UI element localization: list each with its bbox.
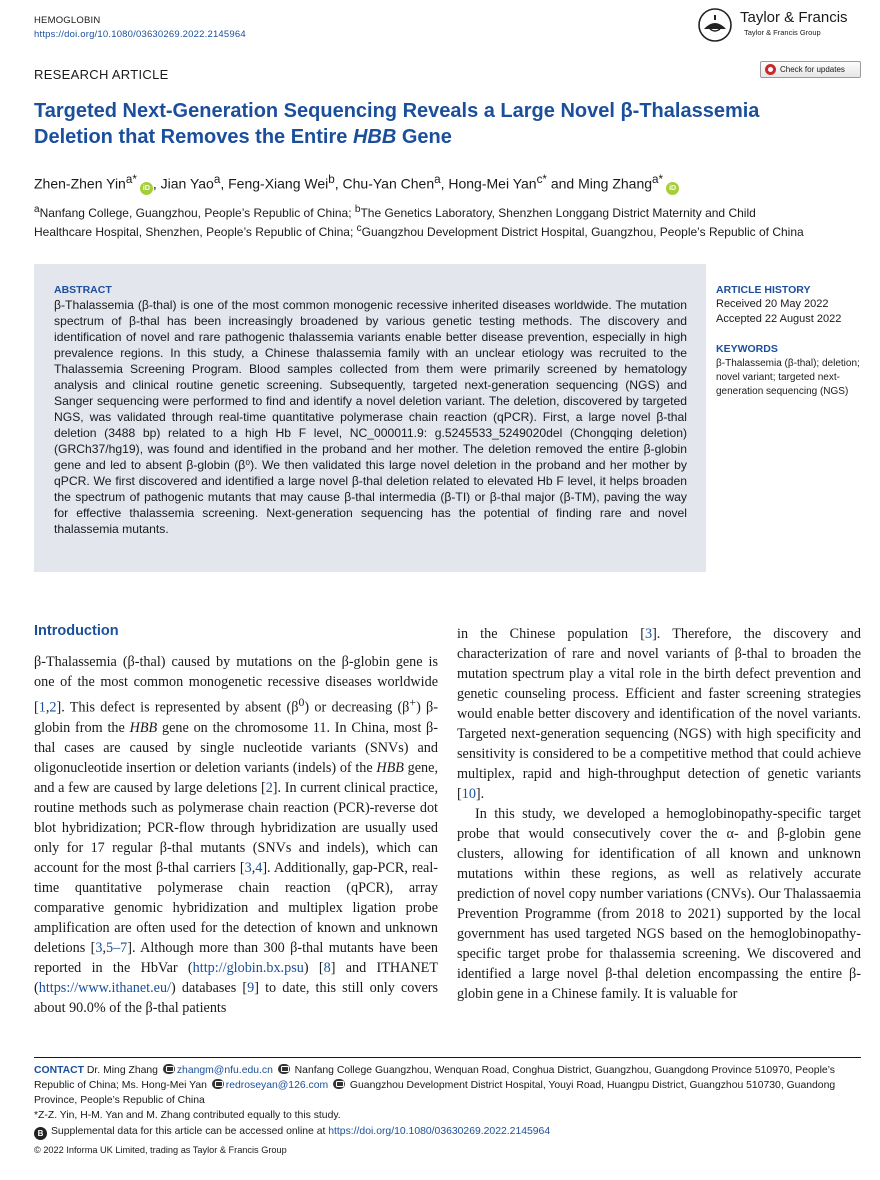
equal-contribution-note: *Z-Z. Yin, H-M. Yan and M. Zhang contributed equally to this study. [34,1110,341,1121]
intro-paragraph: In this study, we developed a hemoglobinopathy-specific target probe that would consecutively cover the α- and β-globin gene clusters, allowing for identification of all known and unknown mutations within these regions, as well as relatively accurate prediction of novel copy number variations (CNVs). Our Thalassaemia Prevention Programme (from 2018 to 2021) supported by the local government has used targeted NGS based on the hemoglobinopathy-specific target probe for thalassemia screening. We discovered and identified a large novel β-thal deletion encompassing the entire β-globin gene in a Chinese family. It is valuable for [457,806,861,1002]
contact-info: CONTACT Dr. Ming Zhang zhangm@nfu.edu.cn Nanfang College Guangzhou, Wenquan Road, Conghua District, Guangzhou, Guangdong Province 510970, People’s Republic of China; Ms. Hong-Mei Yan redroseyan@126.com Guangzhou Development District Hospital, Youyi Road, Huangpu District, Guangzhou 510730, Guandong Province, People’s Republic of China *Z-Z. Yin, H-M. Yan and M. Zhang contributed equally to this study. [34,1063,861,1123]
section-heading-introduction: Introduction [34,623,119,639]
orcid-icon[interactable]: iD [666,182,679,195]
reference-link[interactable]: 1 [38,699,46,716]
crossmark-icon [765,64,776,75]
accepted-date: Accepted 22 August 2022 [716,313,842,325]
intro-paragraph: in the Chinese population [3]. Therefore, the discovery and characterization of rare and novel variants of β-thal to broaden the mutation spectrum play a vital role in the birth defect prevention and genetic counseling process. Efficient and faster screening strategies would enable better discovery and identification of the novel variants. Targeted next-generation sequencing (NGS) with high specificity and sensitivity is considered to be a competitive method that could achieve multiplex, rapid and high-throughput detection of genetic variants [10]. [457,626,861,802]
footer-rule [34,1057,861,1058]
reference-link[interactable]: 3 [95,939,103,956]
abstract-text: β-Thalassemia (β-thal) is one of the most common monogenic recessive inherited diseases worldwide. The mutation spectrum of β-thal has been increasingly broadened by various genetic testing methods. The discovery and identification of novel and rare pathogenic thalassemia variants enable better disease prevention, especially in high prevalence regions. In this study, a Chinese thalassemia family with an unclear etiology was recruited to the Thalassemia Screening Program. Blood samples collected from them were primarily screened by hematology analysis and clinical routine genetic screening. Subsequently, targeted next-generation sequencing (NGS) and Sanger sequencing were performed to find and identify a novel deletion variant. The deletion, discovered by targeted NGS, was validated through real-time quantitative polymerase chain reaction (qPCR). First, a large novel β-thal deletion (3488 bp) related to a high Hb F level, NC_000011.9: g.5245533_5249020del (Chongqing deletion) (GRCh37/hg19), was found and identified in the proband and her mother. The deletion removed the entire β-globin gene and led to absent β-globin (β⁰). We then validated this large novel deletion in the proband and her mother by qPCR. We first discovered and identified a large novel β-thal deletion related to elevated Hb F level, it helps broaden the spectrum of pathogenic mutants that may cause β-thal intermedia (β-TI) or β-thal major (β-TM), paving the way for effective thalassemia screening. Next-generation sequencing has the potential of finding rare and novel thalassemia mutants. [54,298,687,536]
journal-header [34,14,246,42]
publisher-group: Taylor & Francis Group [744,28,821,37]
check-for-updates-label: Check for updates [780,65,845,74]
supplemental-link[interactable]: https://doi.org/10.1080/03630269.2022.2145964 [328,1126,551,1137]
reference-link[interactable]: 10 [461,786,476,802]
author-list: Zhen-Zhen Yin$^{a*}$iD , Jian Yao$^a$, Feng-Xiang Wei$^b$, Chu-Yan Chen$^a$, Hong-Mei Yan$^{c*}$ and Ming Zhang$^{a*}$iD [34,171,854,195]
supplemental-note: B Supplemental data for this article can be accessed online at https://doi.org/10.1080/03630269.2022.2145964 [34,1124,550,1140]
abstract-box [34,264,706,572]
article-type: RESEARCH ARTICLE [34,67,169,82]
reference-link[interactable]: 4 [255,859,263,876]
keywords: β-Thalassemia (β-thal); deletion; novel variant; targeted next-generation sequencing (NGS) [716,358,860,397]
email-link[interactable]: redroseyan@126.com [225,1080,329,1091]
doi-link[interactable]: https://doi.org/10.1080/03630269.2022.2145964 [34,29,246,40]
author[interactable]: Zhen-Zhen Yin [34,175,126,192]
author[interactable]: Ming Zhang [578,175,653,192]
reference-link[interactable]: 5–7 [105,939,128,956]
abstract-heading: ABSTRACT [54,284,112,296]
received-date: Received 20 May 2022 [716,298,829,310]
article-history [716,284,866,399]
orcid-icon[interactable]: iD [140,182,153,195]
reference-link[interactable]: 8 [323,959,331,976]
history-heading: ARTICLE HISTORY [716,284,811,296]
author[interactable]: Jian Yao [160,175,214,192]
reference-link[interactable]: 2 [265,779,273,796]
article-title [34,98,834,150]
author[interactable]: Chu-Yan Chen [342,175,435,192]
reference-link[interactable]: 2 [49,699,57,716]
address-icon [333,1079,345,1089]
reference-link[interactable]: 3 [244,859,252,876]
reference-link[interactable]: 9 [247,979,255,996]
email-icon [212,1079,224,1089]
author[interactable]: Feng-Xiang Wei [228,175,329,192]
reference-link[interactable]: http://globin.bx.psu [192,959,304,976]
author[interactable]: Hong-Mei Yan [448,175,537,192]
affiliations: $^a$Nanfang College, Guangzhou, People’s Republic of China; $^b$The Genetics Laboratory, Shenzhen Longgang District Maternity and Child Healthcare Hospital, Shenzhen, People’s Republic of China; $^c$Guangzhou Development District Hospital, Guangzhou, People’s Republic of China [34,204,804,239]
keywords-heading: KEYWORDS [716,343,778,355]
address-icon [278,1064,290,1074]
title-line-1: Targeted Next-Generation Sequencing Reveals a Large Novel β-Thalassemia [34,100,760,122]
email-link[interactable]: zhangm@nfu.edu.cn [176,1065,273,1076]
check-for-updates-button[interactable] [760,61,861,78]
intro-left-column: β-Thalassemia (β-thal) caused by mutations on the β-globin gene is one of the most common monogenetic recessive diseases worldwide [1,2]. This defect is represented by absent $(\beta^0)$ or decreasing (β+) β-globin from the HBB gene on the chromosome 11. In China, most β-thal cases are caused by single nucleotide variants (SNVs) and oligonucleotide insertion or deletion variants (indels) of the HBB gene, and a few are caused by large deletions [2]. In current clinical practice, routine methods such as polymerase chain reaction (PCR)-reverse dot blot hybridization; PCR-flow through hybridization are usually used only for 17 regular β-thal mutants (SNVs and indels), which can account for the most β-thal carriers [3,4]. Additionally, gap-PCR, real-time quantitative polymerase chain reaction (qPCR), array comparative genomic hybridization and multiplex ligation probe amplification are often used for the detection of known and unknown deletions [3,5–7]. Although more than 300 β-thal mutants have been reported in the HbVar (http://globin.bx.psu) [8] and ITHANET (https://www.ithanet.eu/) databases [9] to date, this still only covers about 90.0% of the β-thal patients [34,654,439,1016]
reference-link[interactable]: 3 [644,626,653,642]
journal-name: HEMOGLOBIN [34,15,101,26]
publisher-lamp-icon [696,7,734,43]
publisher-logo [696,5,866,43]
intro-right-column [457,624,861,1004]
email-icon [163,1064,175,1074]
contact-label: CONTACT [34,1065,85,1076]
title-line-2: Deletion that Removes the Entire HBB Gene [34,126,452,148]
copyright: © 2022 Informa UK Limited, trading as Taylor & Francis Group [34,1145,287,1155]
reference-link[interactable]: https://www.ithanet.eu/ [38,979,172,996]
publisher-name: Taylor & Francis [740,9,848,26]
supplemental-data-icon: B [34,1127,47,1140]
